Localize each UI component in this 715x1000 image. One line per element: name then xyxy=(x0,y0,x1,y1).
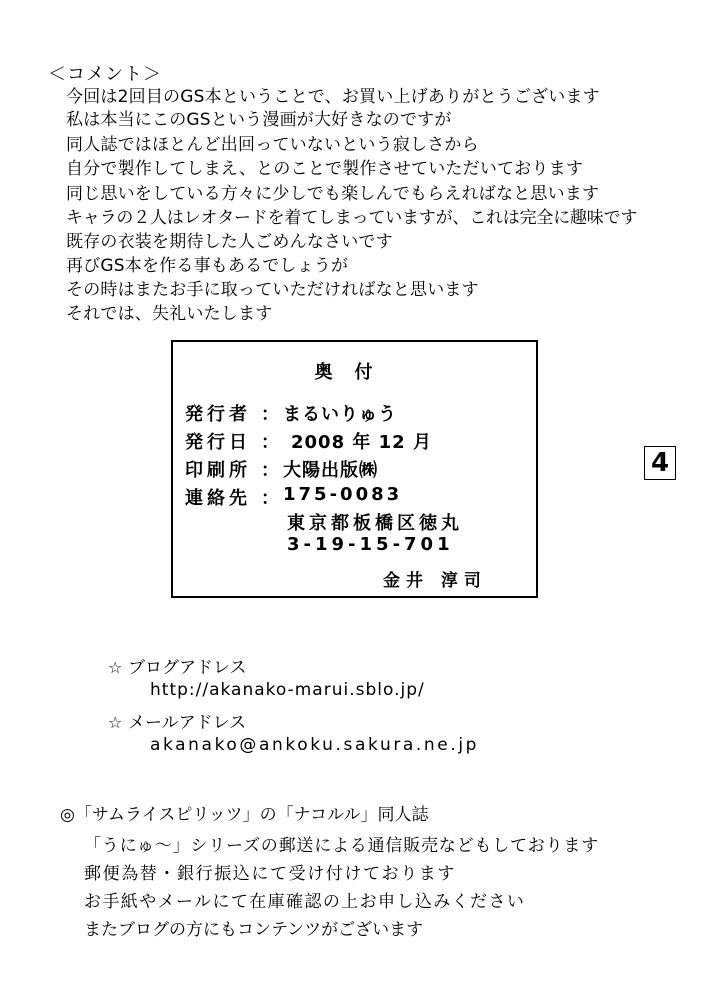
comment-line-5: 同じ思いをしている方々に少しでも楽しんでもらえればなと思います xyxy=(66,184,600,204)
comment-line-2: 私は本当にこのGSという漫画が大好きなのですが xyxy=(66,110,452,130)
contact-label: 連絡先 xyxy=(185,488,251,509)
printer-label: 印刷所 xyxy=(185,460,251,481)
colophon-box xyxy=(171,340,538,598)
publisher-separator: ： xyxy=(261,404,280,425)
mail-heading xyxy=(108,708,246,733)
mail-address[interactable]: akanako@ankoku.sakura.ne.jp xyxy=(150,735,480,755)
blog-url[interactable]: http://akanako-marui.sblo.jp/ xyxy=(150,680,425,700)
author-name: 金井 淳司 xyxy=(383,571,487,591)
comment-line-1: 今回は2回目のGS本ということで、お買い上げありがとうございます xyxy=(66,87,600,107)
comment-line-7: 既存の衣装を期待した人ごめんなさいです xyxy=(66,232,393,252)
printer-value: 大陽出版㈱ xyxy=(283,460,378,481)
blog-heading xyxy=(108,653,247,678)
publisher-value: まるいりゅう xyxy=(283,404,397,425)
circle-info-line-1: 「うにゅ〜」シリーズの郵送による通信販売などもしております xyxy=(84,836,600,856)
contact-separator: ： xyxy=(261,488,280,509)
comment-heading: ＜コメント＞ xyxy=(48,64,162,85)
circle-heading-text: 「サムライスピリッツ」の「ナコルル」同人誌 xyxy=(74,805,429,825)
comment-line-10: それでは、失礼いたします xyxy=(66,304,273,324)
colophon-title: 奥付 xyxy=(314,362,395,383)
date-value: 2008 年 12 月 xyxy=(291,432,432,453)
comment-line-4: 自分で製作してしまえ、とのことで製作させていただいております xyxy=(66,159,584,179)
circle-info-line-4: またブログの方にもコンテンツがございます xyxy=(84,920,424,940)
circle-info-line-2: 郵便為替・銀行振込にて受け付けております xyxy=(84,864,456,884)
date-label: 発行日 xyxy=(185,432,251,453)
comment-line-6: キャラの２人はレオタードを着てしまっていますが、これは完全に趣味です xyxy=(66,208,638,228)
comment-line-3: 同人誌ではほとんど出回っていないという寂しさから xyxy=(66,135,479,155)
comment-line-9: その時はまたお手に取っていただければなと思います xyxy=(66,280,479,300)
page-number: 4 xyxy=(644,446,676,480)
circle-heading xyxy=(60,800,429,825)
date-separator: ： xyxy=(261,432,280,453)
circle-info-line-3: お手紙やメールにて在庫確認の上お申し込みください xyxy=(84,892,526,912)
star-icon: ☆ xyxy=(108,658,123,677)
star-icon: ☆ xyxy=(108,713,123,732)
address-line-2: 3-19-15-701 xyxy=(287,534,454,555)
postal-code: 175-0083 xyxy=(283,484,403,505)
mail-label: メールアドレス xyxy=(128,713,247,733)
publisher-label: 発行者 xyxy=(185,404,251,425)
address-line-1: 東京都板橋区徳丸 xyxy=(287,513,463,534)
comment-line-8: 再びGS本を作る事もあるでしょうが xyxy=(66,256,349,276)
bullseye-icon: ◎ xyxy=(60,805,75,825)
printer-separator: ： xyxy=(261,460,280,481)
blog-label: ブログアドレス xyxy=(128,658,247,678)
